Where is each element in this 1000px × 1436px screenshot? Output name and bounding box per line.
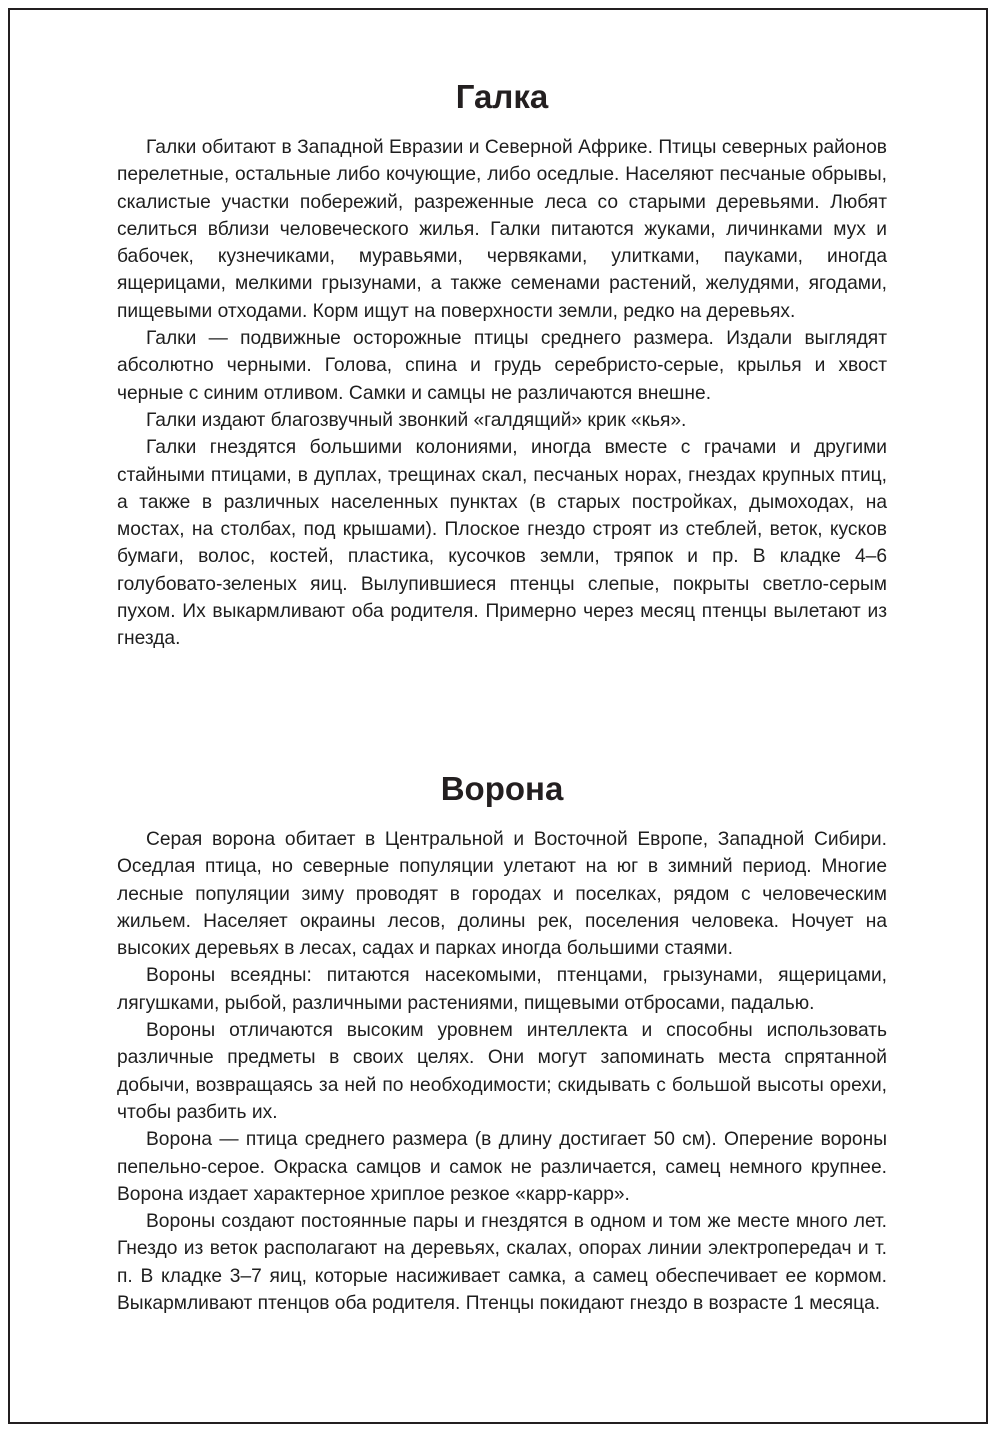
paragraph: Галки обитают в Западной Евразии и Северной Африке. Птицы северных районов перелетные, остальные либо кочующие, либо оседлые. Населяют песчаные обрывы, скалистые участки побережий, разреженные леса со старыми деревьями. Любят селиться вблизи человеческого жилья. Галки питаются жуками, личинками мух и бабочек, кузнечиками, муравьями, червяками, улитками, пауками, иногда ящерицами, мелкими грызунами, а также семенами растений, желудями, ягодами, пищевыми отходами. Корм ищут на поверхности земли, редко на деревьях. <box>117 137 887 322</box>
paragraph: Вороны создают постоянные пары и гнездятся в одном и том же месте много лет. Гнездо из веток располагают на деревьях, скалах, опорах линии электропередач и т. п. В кладке 3–7 яиц, которые насиживает самка, а самец обеспечивает ее кормом. Выкармливают птенцов оба родителя. Птенцы покидают гнездо в возрасте 1 месяца. <box>117 1211 887 1315</box>
section-galka <box>117 74 887 653</box>
paragraph: Галки — подвижные осторожные птицы среднего размера. Издали выглядят абсолютно черными. Голова, спина и грудь серебристо-серые, крылья и хвост черные с синим отливом. Самки и самцы не различаются внешне. <box>117 328 887 404</box>
paragraph: Вороны отличаются высоким уровнем интеллекта и способны использовать различные предметы в своих целях. Они могут запоминать места спрятанной добычи, возвращаясь за ней по необходимости; скидывать с большой высоты орехи, чтобы разбить их. <box>117 1020 887 1123</box>
section-vorona <box>117 766 887 1317</box>
paragraph: Вороны всеядны: питаются насекомыми, птенцами, грызунами, ящерицами, лягушками, рыбой, различными растениями, пищевыми отбросами, падалью. <box>117 965 887 1014</box>
section-title: Ворона <box>440 770 564 807</box>
section-title: Галка <box>455 78 549 115</box>
paragraph: Галки гнездятся большими колониями, иногда вместе с грачами и другими стайными птицами, в дуплах, трещинах скал, песчаных норах, гнездах крупных птиц, а также в различных населенных пунктах (в старых постройках, дымоходах, на мостах, на столбах, под крышами). Плоское гнездо строят из стеблей, веток, кусков бумаги, волос, костей, пластика, кусочков земли, тряпок и пр. В кладке 4–6 голубовато-зеленых яиц. Вылупившиеся птенцы слепые, покрыты светло-серым пухом. Их выкармливают оба родителя. Примерно через месяц птенцы вылетают из гнезда. <box>117 437 887 650</box>
paragraph: Серая ворона обитает в Центральной и Восточной Европе, Западной Сибири. Оседлая птица, но северные популяции улетают на юг в зимний период. Многие лесные популяции зиму проводят в городах и поселках, рядом с человеческим жильем. Населяет окраины лесов, долины рек, поселения человека. Ночует на высоких деревьях в лесах, садах и парках иногда большими стаями. <box>117 829 887 960</box>
paragraph: Ворона — птица среднего размера (в длину достигает 50 см). Оперение вороны пепельно-серое. Окраска самцов и самок не различается, самец немного крупнее. Ворона издает характерное хриплое резкое «карр-карр». <box>117 1129 887 1205</box>
paragraph: Галки издают благозвучный звонкий «галдящий» крик «кья». <box>146 409 687 431</box>
